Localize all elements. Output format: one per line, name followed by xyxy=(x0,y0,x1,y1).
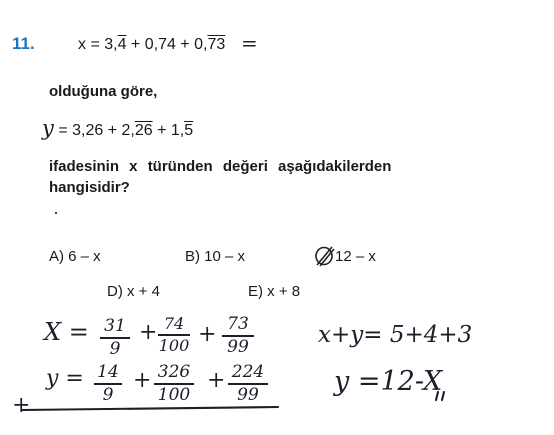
hw-underline xyxy=(22,407,278,410)
handwritten-equals-mark: = xyxy=(241,31,258,55)
hw-x-frac-1-den: 9 xyxy=(109,339,121,359)
y-mid: + 1, xyxy=(152,122,185,139)
x-repeating-3: 73 xyxy=(207,36,226,53)
hw-x-frac-2-den: 100 xyxy=(158,336,190,355)
choice-d[interactable]: D) x + 4 xyxy=(107,283,160,300)
x-lhs: x = 3, xyxy=(78,36,118,53)
hw-x-frac-3-num: 73 xyxy=(227,314,249,334)
y-handwritten-label: y xyxy=(42,116,54,140)
condition-text: olduğuna göre, xyxy=(49,83,158,100)
hw-x-frac-1-num: 31 xyxy=(104,316,126,336)
hw-y-frac-1-num: 14 xyxy=(97,362,119,382)
choice-b[interactable]: B) 10 – x xyxy=(185,248,246,265)
hw-y-frac-3-den: 99 xyxy=(237,385,259,405)
hw-y-frac-2-num: 326 xyxy=(157,362,191,382)
question-number: 11. xyxy=(12,34,35,53)
choice-c-label: 12 – x xyxy=(335,248,376,265)
hw-sum-line: x+y= 5+4+3 xyxy=(318,322,473,348)
hw-x-frac-3-den: 99 xyxy=(227,337,249,357)
hw-double-tick xyxy=(436,392,444,400)
hw-result: y =12-X xyxy=(334,366,443,397)
x-repeating-1: 4 xyxy=(117,36,127,53)
hw-plus-1: + xyxy=(139,320,158,345)
y-repeating-2: 26 xyxy=(134,122,153,139)
prompt-line-2: hangisidir? xyxy=(49,179,130,196)
hw-y-frac-2-den: 100 xyxy=(157,385,191,405)
hw-x-equals: X = xyxy=(44,318,89,346)
prompt-line-1: ifadesinin x türünden değeri aşağıdakilerden xyxy=(49,158,392,175)
choice-e[interactable]: E) x + 8 xyxy=(248,283,301,300)
hw-left-plus: + xyxy=(12,393,31,418)
speck xyxy=(55,212,57,214)
hw-plus-3: + xyxy=(133,368,152,393)
hw-y-equals: y = xyxy=(46,366,84,391)
hw-plus-4: + xyxy=(207,368,226,393)
y-pre: = 3,26 + 2, xyxy=(53,122,135,139)
hw-y-frac-3-num: 224 xyxy=(231,362,265,382)
hw-x-frac-2-num: 74 xyxy=(163,314,185,333)
hw-y-frac-1-den: 9 xyxy=(102,385,114,405)
choice-a[interactable]: A) 6 – x xyxy=(49,248,101,265)
x-middle: + 0,74 + 0, xyxy=(126,36,208,53)
hw-plus-2: + xyxy=(198,322,217,347)
y-repeating-3: 5 xyxy=(184,122,194,139)
